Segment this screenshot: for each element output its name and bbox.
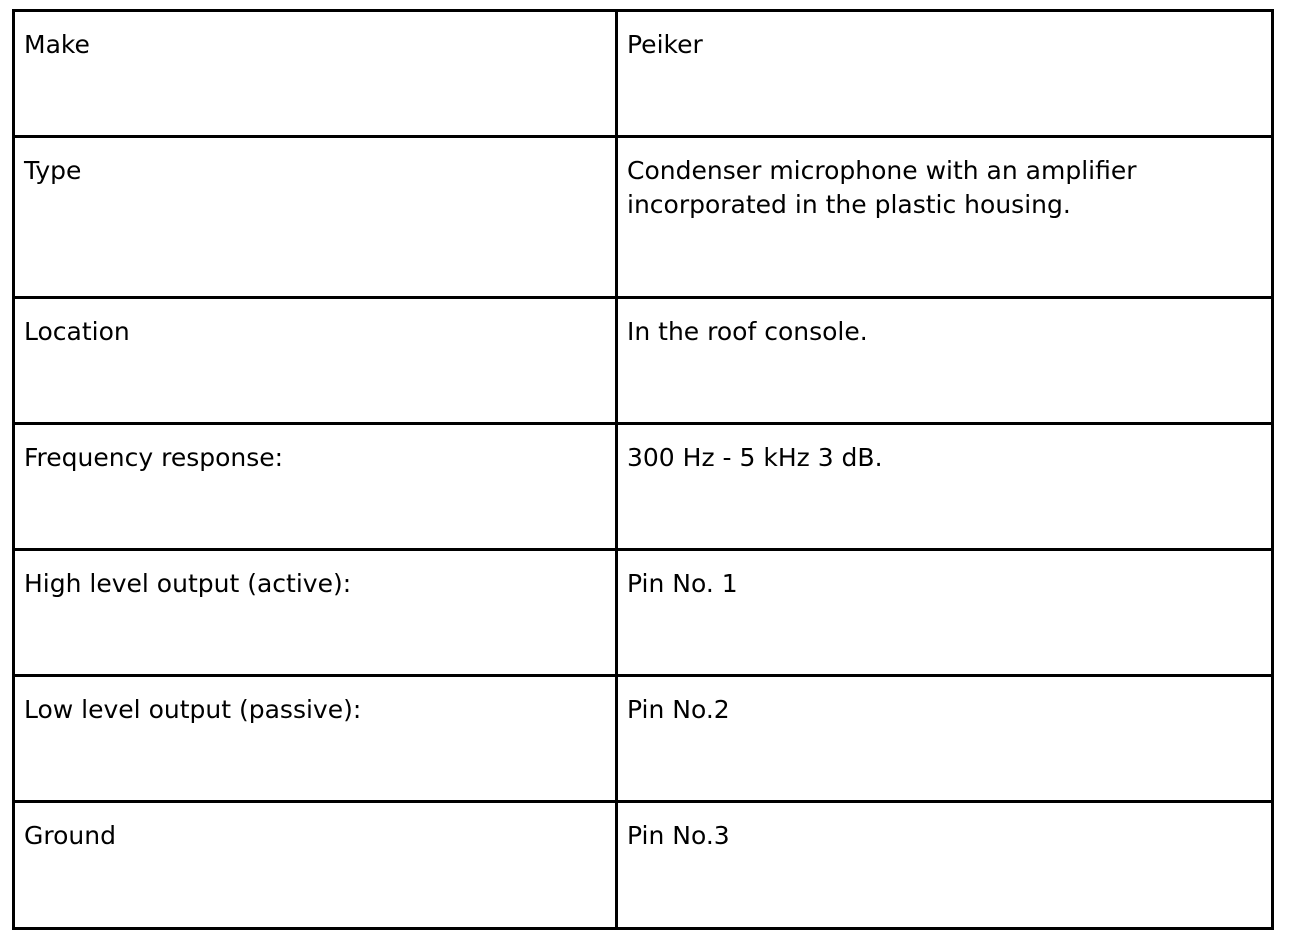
- row-label: High level output (active):: [14, 550, 617, 676]
- table-row: [14, 676, 1273, 802]
- row-value: Condenser microphone with an amplifier incorporated in the plastic housing.: [617, 137, 1273, 298]
- row-value: Peiker: [617, 11, 1273, 137]
- row-value: Pin No. 1: [617, 550, 1273, 676]
- row-value: Pin No.3: [617, 802, 1273, 929]
- row-label: Type: [14, 137, 617, 298]
- row-label: Frequency response:: [14, 424, 617, 550]
- row-label: Location: [14, 298, 617, 424]
- row-value: 300 Hz - 5 kHz 3 dB.: [617, 424, 1273, 550]
- table-row: [14, 137, 1273, 298]
- spec-table: [12, 9, 1274, 930]
- row-value: In the roof console.: [617, 298, 1273, 424]
- table-row: [14, 424, 1273, 550]
- row-label: Ground: [14, 802, 617, 929]
- table-row: [14, 298, 1273, 424]
- table-row: [14, 802, 1273, 929]
- row-label: Low level output (passive):: [14, 676, 617, 802]
- row-value: Pin No.2: [617, 676, 1273, 802]
- table-row: [14, 11, 1273, 137]
- table-row: [14, 550, 1273, 676]
- row-label: Make: [14, 11, 617, 137]
